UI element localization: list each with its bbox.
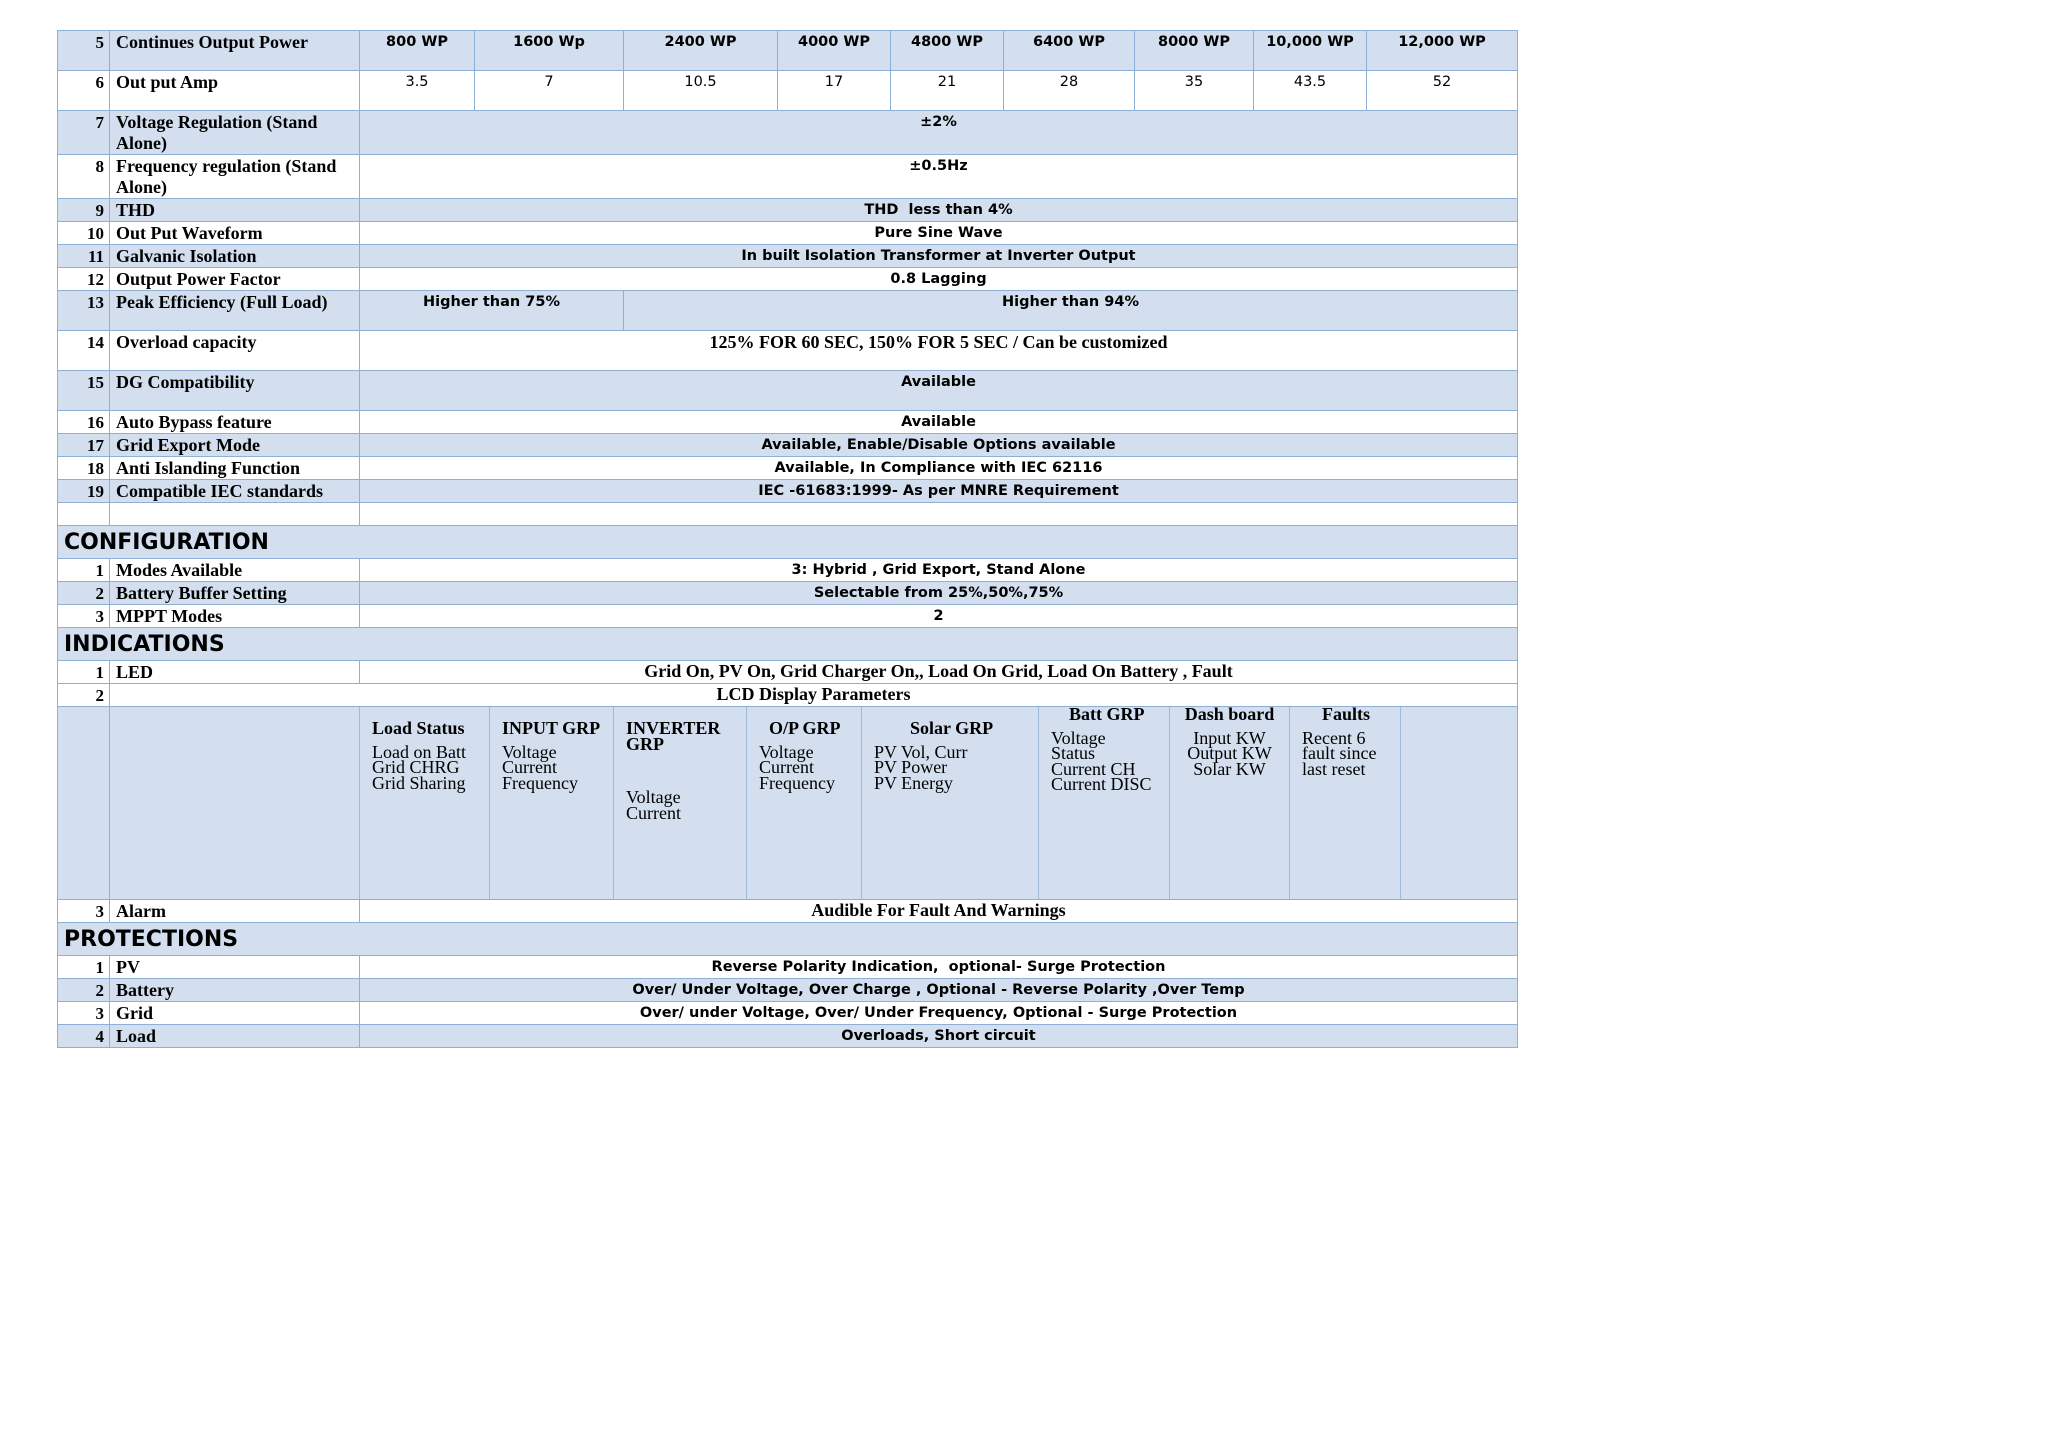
- lcd-group-title: Solar GRP: [910, 718, 994, 738]
- row-number: 2: [58, 979, 110, 1002]
- row-label: MPPT Modes: [110, 605, 360, 628]
- amp-value: 35: [1135, 71, 1254, 111]
- row-value: 0.8 Lagging: [360, 268, 1518, 291]
- row-label: Load: [110, 1025, 360, 1048]
- lcd-group-line: Input KW: [1193, 727, 1266, 748]
- section-heading-protections: PROTECTIONS: [58, 923, 1518, 956]
- spec-row-12: [58, 268, 1518, 291]
- lcd-group-line: Current DISC: [1051, 774, 1152, 794]
- row-value: Grid On, PV On, Grid Charger On,, Load On Grid, Load On Battery , Fault: [360, 661, 1518, 684]
- lcd-group-line: Frequency: [502, 772, 578, 793]
- row-label: Continues Output Power: [110, 31, 360, 71]
- lcd-group-load-status: [360, 707, 490, 899]
- row-number: 7: [58, 111, 110, 155]
- lcd-group-title: INPUT GRP: [502, 718, 601, 738]
- empty-cell: [58, 503, 110, 526]
- row-number: 1: [58, 559, 110, 582]
- row-label: DG Compatibility: [110, 371, 360, 411]
- spec-row-15: [58, 371, 1518, 411]
- lcd-group-title: Batt GRP: [1069, 706, 1145, 724]
- section-heading-configuration: CONFIGURATION: [58, 526, 1518, 559]
- lcd-group-line: Current: [759, 757, 814, 777]
- protection-row-1: [58, 956, 1518, 979]
- lcd-group-line: Voltage: [759, 741, 814, 762]
- row-number: 10: [58, 222, 110, 245]
- spec-row-5: [58, 31, 1518, 71]
- row-label: Battery Buffer Setting: [110, 582, 360, 605]
- empty-cell: [110, 503, 360, 526]
- row-value: Selectable from 25%,50%,75%: [360, 582, 1518, 605]
- spec-row-10: [58, 222, 1518, 245]
- power-value: 8000 WP: [1135, 31, 1254, 71]
- row-label: PV: [110, 956, 360, 979]
- row-number: 13: [58, 291, 110, 331]
- protection-row-2: [58, 979, 1518, 1002]
- config-row-2: [58, 582, 1518, 605]
- row-label: Out put Amp: [110, 71, 360, 111]
- protections-section: [58, 923, 1518, 956]
- amp-value: 7: [475, 71, 624, 111]
- lcd-group-solar: [862, 707, 1039, 899]
- spec-row-13: [58, 291, 1518, 331]
- lcd-group-faults: [1290, 707, 1401, 899]
- power-value: 6400 WP: [1004, 31, 1135, 71]
- lcd-group-line: Grid CHRG: [372, 757, 460, 777]
- configuration-section: [58, 526, 1518, 559]
- row-number: 17: [58, 434, 110, 457]
- spec-row-9: [58, 199, 1518, 222]
- row-number: 9: [58, 199, 110, 222]
- lcd-group-line: Solar KW: [1193, 758, 1266, 779]
- lcd-heading: LCD Display Parameters: [110, 684, 1518, 707]
- lcd-group-line: PV Vol, Curr: [874, 741, 968, 762]
- empty-row: [58, 503, 1518, 526]
- lcd-group-title: O/P GRP: [769, 718, 841, 738]
- lcd-group-line: Voltage: [1051, 727, 1106, 748]
- row-label: Battery: [110, 979, 360, 1002]
- efficiency-low-value: Higher than 75%: [360, 291, 624, 331]
- row-label: Frequency regulation (Stand Alone): [110, 155, 360, 199]
- power-value: 10,000 WP: [1254, 31, 1367, 71]
- row-value: Available: [360, 411, 1518, 434]
- amp-value: 10.5: [624, 71, 778, 111]
- row-number: 16: [58, 411, 110, 434]
- row-value: 125% FOR 60 SEC, 150% FOR 5 SEC / Can be customized: [360, 331, 1518, 371]
- row-number: 4: [58, 1025, 110, 1048]
- row-value: Overloads, Short circuit: [360, 1025, 1518, 1048]
- row-number: 8: [58, 155, 110, 199]
- row-number: 2: [58, 582, 110, 605]
- amp-value: 21: [891, 71, 1004, 111]
- row-number: 3: [58, 900, 110, 923]
- spec-row-8: [58, 155, 1518, 199]
- row-label: Grid Export Mode: [110, 434, 360, 457]
- lcd-group-line: Status: [1051, 743, 1096, 763]
- lcd-group-title: Faults: [1322, 706, 1371, 724]
- amp-value: 43.5: [1254, 71, 1367, 111]
- amp-value: 3.5: [360, 71, 475, 111]
- row-number: 15: [58, 371, 110, 411]
- power-value: 12,000 WP: [1367, 31, 1518, 71]
- spec-sheet: [57, 30, 1517, 1048]
- empty-cell: [360, 503, 1518, 526]
- lcd-group-line: Grid Sharing: [372, 772, 466, 793]
- spec-row-6: [58, 71, 1518, 111]
- row-value: THD less than 4%: [360, 199, 1518, 222]
- row-number: 19: [58, 480, 110, 503]
- row-number: 12: [58, 268, 110, 291]
- protection-row-4: [58, 1025, 1518, 1048]
- row-number: 5: [58, 31, 110, 71]
- lcd-group-title: Dash board: [1184, 706, 1275, 724]
- lcd-group-line: Voltage: [502, 741, 557, 762]
- lcd-spacer: [110, 707, 360, 899]
- amp-value: 17: [778, 71, 891, 111]
- row-value: Audible For Fault And Warnings: [360, 900, 1518, 923]
- lcd-group-line: Current: [626, 802, 681, 823]
- row-number: 3: [58, 605, 110, 628]
- spec-row-17: [58, 434, 1518, 457]
- row-number: 14: [58, 331, 110, 371]
- indication-row-lcd: [58, 684, 1518, 707]
- lcd-group-line: Load on Batt: [372, 741, 466, 762]
- spec-row-14: [58, 331, 1518, 371]
- lcd-group-title: Load Status: [372, 718, 465, 738]
- row-label: Modes Available: [110, 559, 360, 582]
- efficiency-high-value: Higher than 94%: [624, 291, 1518, 331]
- amp-value: 28: [1004, 71, 1135, 111]
- lcd-group-input: [490, 707, 614, 899]
- row-value: 2: [360, 605, 1518, 628]
- row-value: Available, In Compliance with IEC 62116: [360, 457, 1518, 480]
- lcd-group-line: Output KW: [1187, 743, 1272, 763]
- row-label: Peak Efficiency (Full Load): [110, 291, 360, 331]
- row-number: 18: [58, 457, 110, 480]
- row-number: 11: [58, 245, 110, 268]
- lcd-group-line: Current CH: [1051, 758, 1136, 779]
- row-label: Auto Bypass feature: [110, 411, 360, 434]
- row-label: Galvanic Isolation: [110, 245, 360, 268]
- row-label: Compatible IEC standards: [110, 480, 360, 503]
- power-value: 2400 WP: [624, 31, 778, 71]
- row-value: Over/ under Voltage, Over/ Under Frequency, Optional - Surge Protection: [360, 1002, 1518, 1025]
- spec-row-7: [58, 111, 1518, 155]
- power-value: 800 WP: [360, 31, 475, 71]
- row-number: 6: [58, 71, 110, 111]
- row-value: Available, Enable/Disable Options available: [360, 434, 1518, 457]
- row-number: 3: [58, 1002, 110, 1025]
- lcd-group-line: PV Power: [874, 757, 948, 777]
- spec-row-19: [58, 480, 1518, 503]
- row-label: Voltage Regulation (Stand Alone): [110, 111, 360, 155]
- lcd-parameters-panel: [110, 707, 1518, 900]
- row-label: Grid: [110, 1002, 360, 1025]
- spec-row-11: [58, 245, 1518, 268]
- indications-section: [58, 628, 1518, 661]
- row-value: ±2%: [360, 111, 1518, 155]
- specification-table: [57, 30, 1518, 1048]
- row-label: Anti Islanding Function: [110, 457, 360, 480]
- lcd-group-inverter: [614, 707, 747, 899]
- lcd-group-line: Current: [502, 757, 557, 777]
- lcd-group-line: last reset: [1302, 758, 1366, 779]
- lcd-group-line: fault since: [1302, 743, 1377, 763]
- row-label: LED: [110, 661, 360, 684]
- section-heading-indications: INDICATIONS: [58, 628, 1518, 661]
- indication-row-led: [58, 661, 1518, 684]
- lcd-group-title: INVERTER GRP: [626, 718, 721, 754]
- lcd-group-line: Frequency: [759, 772, 835, 793]
- power-value: 4000 WP: [778, 31, 891, 71]
- row-value: Pure Sine Wave: [360, 222, 1518, 245]
- amp-value: 52: [1367, 71, 1518, 111]
- row-label: Out Put Waveform: [110, 222, 360, 245]
- row-label: Alarm: [110, 900, 360, 923]
- protection-row-3: [58, 1002, 1518, 1025]
- row-value: Over/ Under Voltage, Over Charge , Optional - Reverse Polarity ,Over Temp: [360, 979, 1518, 1002]
- row-label: THD: [110, 199, 360, 222]
- lcd-group-line: Voltage: [626, 787, 681, 807]
- indication-row-alarm: [58, 900, 1518, 923]
- row-value: ±0.5Hz: [360, 155, 1518, 199]
- power-value: 1600 Wp: [475, 31, 624, 71]
- row-value: In built Isolation Transformer at Inverter Output: [360, 245, 1518, 268]
- row-value: 3: Hybrid , Grid Export, Stand Alone: [360, 559, 1518, 582]
- spec-row-18: [58, 457, 1518, 480]
- lcd-group-dashboard: [1170, 707, 1290, 899]
- config-row-1: [58, 559, 1518, 582]
- lcd-group-output: [747, 707, 862, 899]
- spec-row-16: [58, 411, 1518, 434]
- row-label: Output Power Factor: [110, 268, 360, 291]
- row-value: Available: [360, 371, 1518, 411]
- config-row-3: [58, 605, 1518, 628]
- lcd-group-line: Recent 6: [1302, 727, 1366, 748]
- lcd-group-battery: [1039, 707, 1170, 899]
- power-value: 4800 WP: [891, 31, 1004, 71]
- row-number: 2: [58, 684, 110, 707]
- row-label: Overload capacity: [110, 331, 360, 371]
- row-value: IEC -61683:1999- As per MNRE Requirement: [360, 480, 1518, 503]
- lcd-group-line: PV Energy: [874, 772, 953, 793]
- row-value: Reverse Polarity Indication, optional- Surge Protection: [360, 956, 1518, 979]
- empty-cell: [58, 707, 110, 900]
- lcd-parameters-row: [58, 707, 1518, 900]
- row-number: 1: [58, 956, 110, 979]
- row-number: 1: [58, 661, 110, 684]
